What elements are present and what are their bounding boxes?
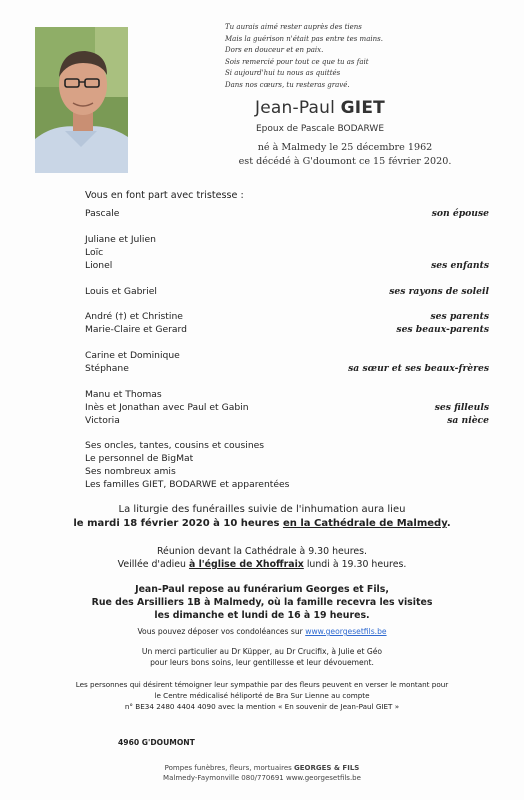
family-name: Les familles GIET, BODARWE et apparentées <box>85 479 290 490</box>
thanks-line: pour leurs bons soins, leur gentillesse et leur dévouement. <box>150 658 374 667</box>
poem-line: Dans nos cœurs, tu resteras gravé. <box>225 80 350 89</box>
ceremony-place: en la Cathédrale de Malmedy <box>282 518 447 529</box>
family-name: Ses nombreux amis <box>85 466 176 477</box>
family-name: Victoria <box>85 415 120 426</box>
family-name: Le personnel de BigMat <box>85 453 194 464</box>
ceremony-date: le mardi 18 février 2020 à 10 heures <box>73 518 283 529</box>
family-name: Ses oncles, tantes, cousins et cousines <box>85 440 265 451</box>
announcement-intro: Vous en font part avec tristesse : <box>85 190 244 201</box>
footer-services: Pompes funèbres, fleurs, mortuaires <box>164 764 295 772</box>
family-relation: ses parents <box>430 311 489 322</box>
condolences-line <box>30 627 494 636</box>
family-name: André (†) et Christine <box>85 311 183 322</box>
family-relation: ses filleuls <box>434 402 489 413</box>
donation-line: Les personnes qui désirent témoigner leur sympathie par des fleurs peuvent en verser le montant pour <box>75 680 449 689</box>
donation-line: n° BE34 2480 4404 4090 avec la mention « En souvenir de Jean-Paul GIET » <box>124 702 400 711</box>
poem-line: Dors en douceur et en paix. <box>225 46 324 55</box>
poem-line: Sois remercié pour tout ce que tu as fait <box>225 57 369 66</box>
family-name: Carine et Dominique <box>85 350 180 361</box>
portrait-image <box>35 27 128 173</box>
family-name: Lionel <box>85 260 113 271</box>
vigil-place: à l'église de Xhoffraix <box>188 559 304 570</box>
poem-line: Si aujourd'hui tu nous as quittés <box>225 69 341 78</box>
thanks-line: Un merci particulier au Dr Küpper, au Dr Crucifix, à Julie et Géo <box>141 647 383 656</box>
vigil-line <box>30 559 494 570</box>
footer-line <box>120 764 404 772</box>
family-name: Juliane et Julien <box>85 234 156 245</box>
condolences-text: Vous pouvez déposer vos condoléances sur <box>137 627 306 636</box>
vigil-time: lundi à 19.30 heures. <box>303 559 407 570</box>
family-relation: ses beaux-parents <box>396 324 489 335</box>
family-name: Pascale <box>85 208 120 219</box>
birth-line: né à Malmedy le 25 décembre 1962 <box>257 142 433 153</box>
family-name: Manu et Thomas <box>85 389 162 400</box>
footer-company: GEORGES & FILS <box>294 764 360 772</box>
donation-line: le Centre médicalisé héliporté de Bra Sur Lienne au compte <box>154 691 370 700</box>
liturgy-line: La liturgie des funérailles suivie de l'inhumation aura lieu <box>118 504 406 515</box>
poem-line: Mais la guérison n'était pas entre tes mains. <box>225 34 383 43</box>
funeral-home-line: les dimanche et lundi de 16 à 19 heures. <box>154 610 370 621</box>
family-name: Louis et Gabriel <box>85 286 157 297</box>
family-name: Loïc <box>85 247 104 258</box>
meeting-line: Réunion devant la Cathédrale à 9.30 heures. <box>156 546 368 557</box>
portrait-photo <box>35 27 128 173</box>
condolences-link[interactable]: www.georgesetfils.be <box>305 627 387 636</box>
funeral-home-line: Jean-Paul repose au funérarium Georges et Fils, <box>135 584 389 595</box>
last-name: GIET <box>340 98 385 118</box>
ceremony-period: . <box>446 518 451 529</box>
home-address: 4960 G'DOUMONT <box>118 738 195 747</box>
family-relation: sa nièce <box>447 415 489 426</box>
family-name: Marie-Claire et Gerard <box>85 324 187 335</box>
family-relation: sa sœur et ses beaux-frères <box>348 363 489 374</box>
death-line: est décédé à G'doumont ce 15 février 2020. <box>238 156 452 167</box>
poem <box>225 22 465 92</box>
family-name: Inès et Jonathan avec Paul et Gabin <box>85 402 249 413</box>
funeral-home-line: Rue des Arsilliers 1B à Malmedy, où la famille recevra les visites <box>91 597 433 608</box>
family-name: Stéphane <box>85 363 129 374</box>
family-relation: ses rayons de soleil <box>389 286 489 297</box>
footer-contact: Malmedy-Faymonville 080/770691 www.georgesetfils.be <box>163 774 361 782</box>
spouse-line: Epoux de Pascale BODARWE <box>256 124 384 134</box>
first-name: Jean-Paul <box>255 98 336 118</box>
deceased-name <box>150 98 490 118</box>
poem-line: Tu aurais aimé rester auprès des tiens <box>225 23 362 31</box>
vigil-label: Veillée d'adieu <box>117 559 189 570</box>
family-relation: ses enfants <box>431 260 489 271</box>
family-relation: son épouse <box>431 208 489 219</box>
ceremony-date-line <box>30 518 494 529</box>
